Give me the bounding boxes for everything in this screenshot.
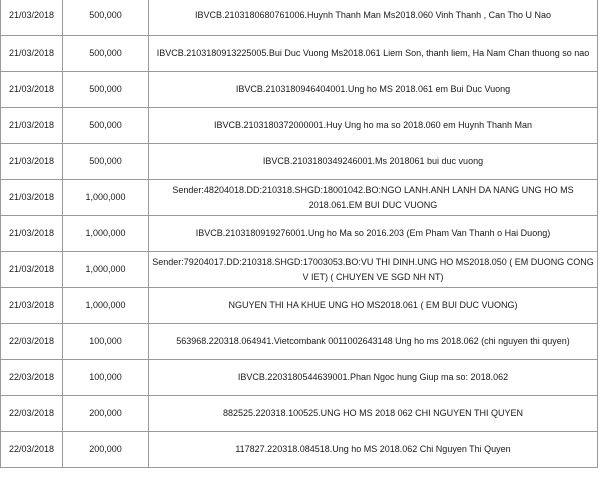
date-cell: 22/03/2018 [1,432,63,468]
amount-cell: 1,000,000 [63,180,149,216]
amount-cell: 1,000,000 [63,216,149,252]
description-cell: IBVCB.2103180919276001.Ung ho Ma so 2016.203 (Em Pham Van Thanh o Hai Duong) [149,216,598,252]
amount-cell: 500,000 [63,0,149,36]
description-cell: IBVCB.2103180349246001.Ms 2018061 bui duc vuong [149,144,598,180]
ledger-body [1,0,598,468]
amount-cell: 100,000 [63,324,149,360]
description-cell: 563968.220318.064941.Vietcombank 0011002643148 Ung ho ms 2018.062 (chi nguyen thi quyen) [149,324,598,360]
description-cell: IBVCB.2103180913225005.Bui Duc Vuong Ms2018.061 Liem Son, thanh liem, Ha Nam Chan thuong so nao [149,36,598,72]
table-row [1,216,598,252]
date-cell: 22/03/2018 [1,360,63,396]
table-row [1,396,598,432]
date-cell: 21/03/2018 [1,72,63,108]
table-row [1,252,598,288]
amount-cell: 500,000 [63,144,149,180]
date-cell: 21/03/2018 [1,108,63,144]
description-cell: IBVCB.2103180946404001.Ung ho MS 2018.061 em Bui Duc Vuong [149,72,598,108]
amount-cell: 1,000,000 [63,288,149,324]
description-cell: Sender:79204017.DD:210318.SHGD:17003053.BO:VU THI DINH.UNG HO MS2018.050 ( EM DUONG CONG V IET) ( CHUYEN VE SGD NH NT) [149,252,598,288]
table-row [1,288,598,324]
date-cell: 21/03/2018 [1,252,63,288]
amount-cell: 200,000 [63,396,149,432]
amount-cell: 500,000 [63,72,149,108]
description-cell: IBVCB.2103180372000001.Huy Ung ho ma so 2018.060 em Huynh Thanh Man [149,108,598,144]
description-cell: NGUYEN THI HA KHUE UNG HO MS2018.061 ( EM BUI DUC VUONG) [149,288,598,324]
date-cell: 22/03/2018 [1,324,63,360]
amount-cell: 100,000 [63,360,149,396]
description-cell: 882525.220318.100525.UNG HO MS 2018 062 CHI NGUYEN THI QUYEN [149,396,598,432]
table-row [1,144,598,180]
description-cell: IBVCB.2103180680761006.Huynh Thanh Man Ms2018.060 Vinh Thanh , Can Tho U Nao [149,0,598,36]
date-cell: 21/03/2018 [1,144,63,180]
date-cell: 22/03/2018 [1,396,63,432]
date-cell: 21/03/2018 [1,216,63,252]
description-cell: IBVCB.2203180544639001.Phan Ngoc hung Giup ma so: 2018.062 [149,360,598,396]
table-row [1,0,598,36]
table-row [1,108,598,144]
description-cell: Sender:48204018.DD:210318.SHGD:18001042.BO:NGO LANH.ANH LANH DA NANG UNG HO MS 2018.061.EM BUI DUC VUONG [149,180,598,216]
table-row [1,324,598,360]
table-row [1,72,598,108]
date-cell: 21/03/2018 [1,180,63,216]
amount-cell: 500,000 [63,36,149,72]
amount-cell: 500,000 [63,108,149,144]
description-cell: 117827.220318.084518.Ung ho MS 2018.062 Chi Nguyen Thi Quyen [149,432,598,468]
table-row [1,180,598,216]
amount-cell: 200,000 [63,432,149,468]
date-cell: 21/03/2018 [1,0,63,36]
table-row [1,360,598,396]
amount-cell: 1,000,000 [63,252,149,288]
date-cell: 21/03/2018 [1,288,63,324]
table-row [1,432,598,468]
table-row [1,36,598,72]
date-cell: 21/03/2018 [1,36,63,72]
